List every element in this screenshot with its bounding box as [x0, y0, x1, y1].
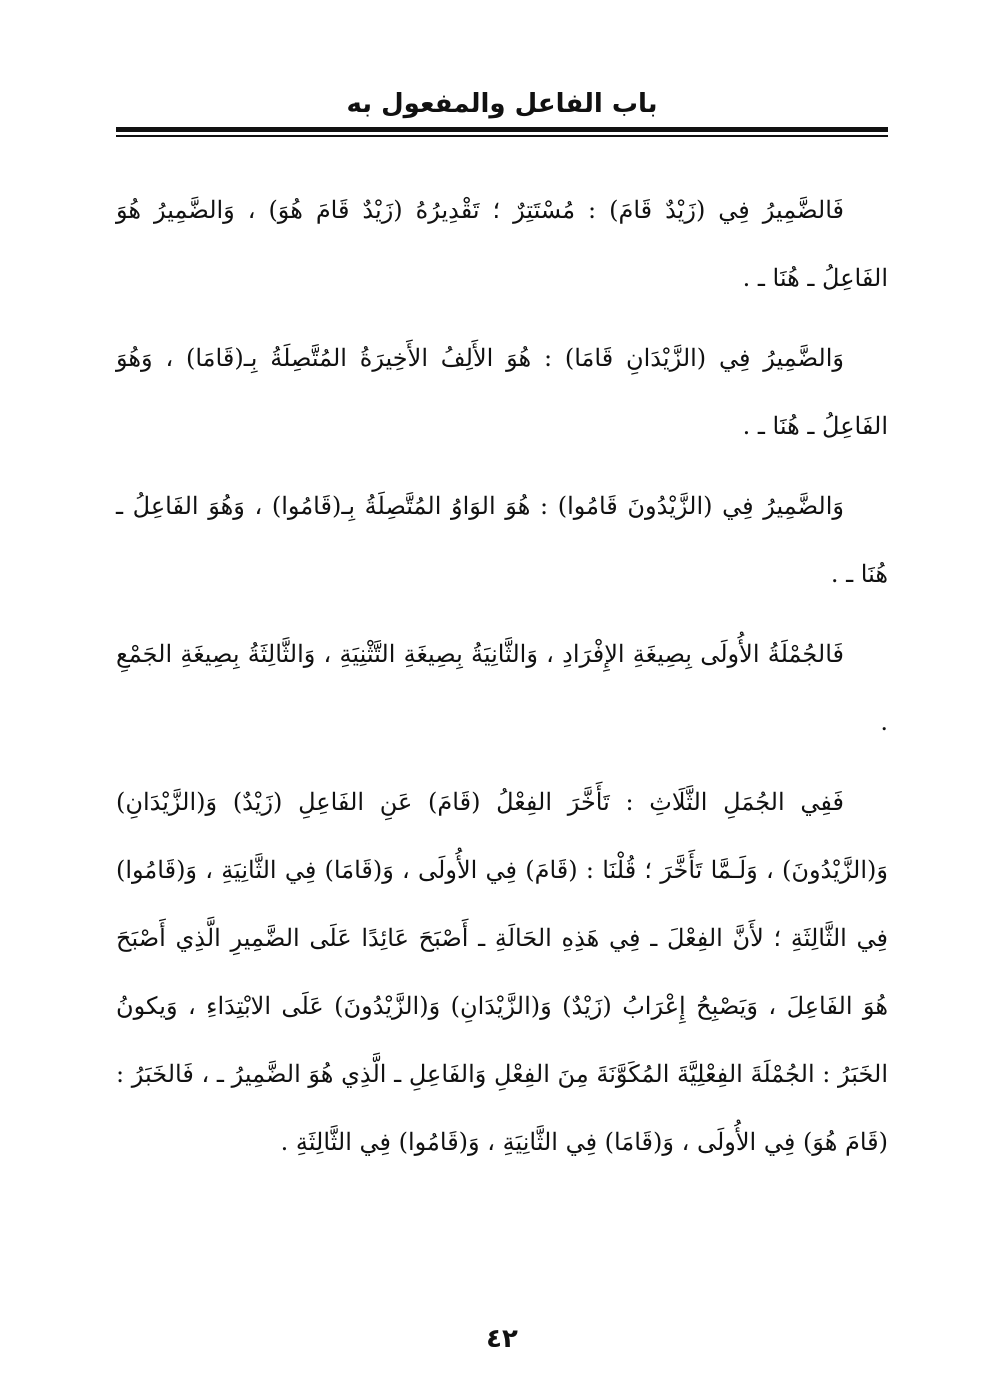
body-text: [116, 176, 888, 1188]
page-number: ٤٢: [486, 1324, 518, 1354]
paragraph: فَفِي الجُمَلِ الثَّلَاثِ : تَأَخَّرَ الفِعْلُ (قَامَ) عَنِ الفَاعِلِ (زَيْدٌ) وَ(الزَّيْدَانِ) وَ(الزَّيْدُونَ) ، وَلَـمَّا تَأَخَّرَ ؛ قُلْنَا : (قَامَ) فِي الأُولَى ، وَ(قَامَا) فِي الثَّانِيَةِ ، وَ(قَامُوا) فِي الثَّالِثَةِ ؛ لأَنَّ الفِعْلَ ـ فِي هَذِهِ الحَالَةِ ـ أَصْبَحَ عَائِدًا عَلَى الضَّمِيرِ الَّذِي أَصْبَحَ هُوَ الفَاعِلَ ، وَيَصْبِحُ إِعْرَابُ (زَيْدٌ) وَ(الزَّيْدَانِ) وَ(الزَّيْدُونَ) عَلَى الابْتِدَاءِ ، وَيكونُ الخَبَرُ : الجُمْلَةَ الفِعْلِيَّةَ المُكَوَّنَةَ مِنَ الفِعْلِ وَالفَاعِلِ ـ الَّذِي هُوَ الضَّمِيرُ ـ ، فَالخَبَرُ : (قَامَ هُوَ) فِي الأُولَى ، وَ(قَامَا) فِي الثَّانِيَةِ ، وَ(قَامُوا) فِي الثَّالِثَةِ .: [116, 788, 888, 1156]
header-rule-thin: [116, 135, 888, 137]
paragraph: فَالضَّمِيرُ فِي (زَيْدٌ قَامَ) : مُسْتَتِرٌ ؛ تَقْدِيرُهُ (زَيْدٌ قَامَ هُوَ) ، وَالضَّمِيرُ هُوَ الفَاعِلُ ـ هُنَا ـ .: [116, 196, 888, 292]
header-rule-thick: [116, 127, 888, 132]
paragraph: فَالجُمْلَةُ الأُولَى بِصِيغَةِ الإِفْرَادِ ، وَالثَّانِيَةُ بِصِيغَةِ التَّثْنِيَةِ ، وَالثَّالِثَةُ بِصِيغَةِ الجَمْعِ .: [116, 640, 888, 736]
paragraph: وَالضَّمِيرُ فِي (الزَّيْدَانِ قَامَا) : هُوَ الأَلِفُ الأَخِيرَةُ المُتَّصِلَةُ بِـ(قَامَا) ، وَهُوَ الفَاعِلُ ـ هُنَا ـ .: [116, 344, 888, 440]
paragraph: وَالضَّمِيرُ فِي (الزَّيْدُونَ قَامُوا) : هُوَ الوَاوُ المُتَّصِلَةُ بِـ(قَامُوا) ، وَهُوَ الفَاعِلُ ـ هُنَا ـ .: [116, 492, 888, 588]
running-header: باب الفاعل والمفعول به: [346, 89, 658, 119]
